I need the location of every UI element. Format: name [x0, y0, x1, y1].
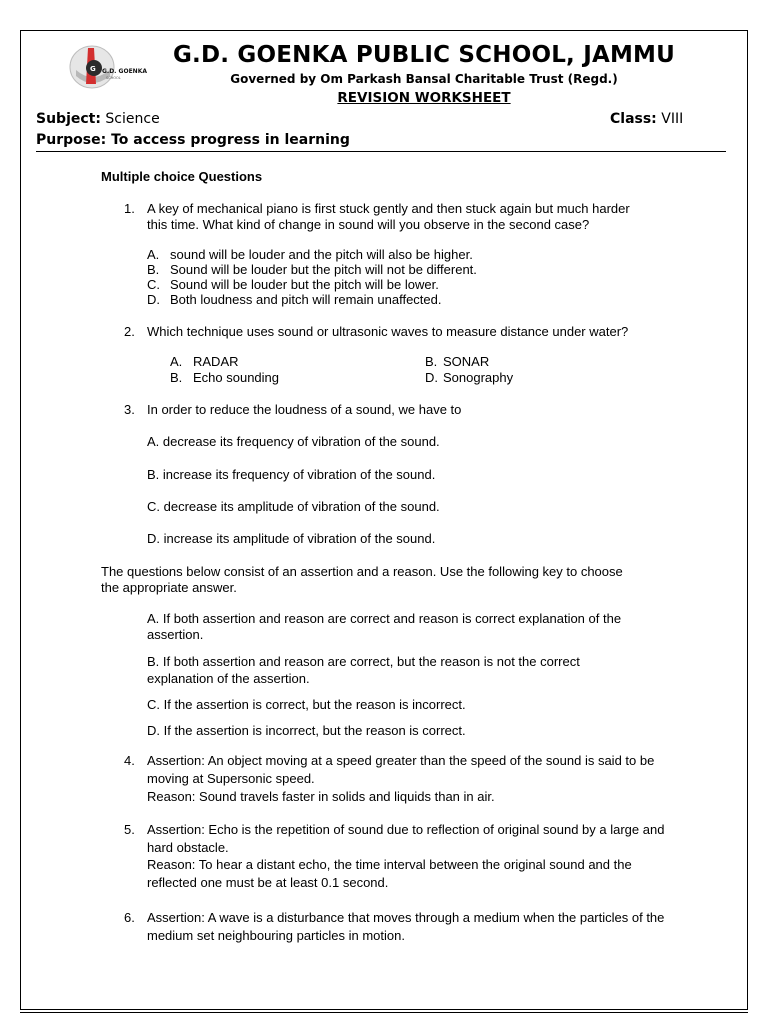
svg-text:G: G — [90, 65, 96, 73]
q2-option-c-label: B. — [170, 370, 183, 385]
q1-option-b-label: B. — [147, 262, 160, 277]
subject-label: Subject: — [36, 111, 101, 127]
class-label: Class: — [610, 111, 657, 127]
trust-line: Governed by Om Parkash Bansal Charitable Trust (Regd.) — [230, 72, 618, 86]
subject-value: Science — [105, 111, 160, 127]
q3-option-a: A. decrease its frequency of vibration of the sound. — [147, 434, 440, 449]
q3-option-d: D. increase its amplitude of vibration of the sound. — [147, 531, 436, 546]
q6-line-2: medium set neighbouring particles in motion. — [147, 928, 405, 943]
key-c: C. If the assertion is correct, but the reason is incorrect. — [147, 697, 466, 712]
page-bottom-rule — [20, 1012, 748, 1013]
q2-option-a: RADAR — [193, 354, 239, 369]
q5-line-3: Reason: To hear a distant echo, the time interval between the original sound and the — [147, 857, 632, 872]
q4-number: 4. — [124, 753, 135, 768]
q2-option-c: Echo sounding — [193, 370, 280, 385]
q1-option-c-label: C. — [147, 277, 160, 292]
q1-number: 1. — [124, 201, 135, 216]
q1-option-d-label: D. — [147, 292, 160, 307]
q5-line-2: hard obstacle. — [147, 840, 229, 855]
svg-text:G.D. GOENKA: G.D. GOENKA — [102, 68, 147, 75]
q1-option-c: Sound will be louder but the pitch will be lower. — [170, 277, 439, 292]
school-header — [0, 40, 768, 108]
q2-number: 2. — [124, 324, 135, 339]
subject-row — [36, 111, 726, 127]
q5-line-4: reflected one must be at least 0.1 second. — [147, 875, 389, 890]
header-rule — [36, 151, 726, 152]
q2-option-b: SONAR — [443, 354, 490, 369]
key-a-line-2: assertion. — [147, 627, 204, 642]
q4-line-3: Reason: Sound travels faster in solids and liquids than in air. — [147, 789, 495, 804]
q6-number: 6. — [124, 910, 135, 925]
class-field — [610, 111, 683, 127]
q4-line-1: Assertion: An object moving at a speed greater than the speed of the sound is said to be — [147, 753, 655, 768]
q2-option-a-label: A. — [170, 354, 183, 369]
q3-text: In order to reduce the loudness of a sound, we have to — [147, 402, 462, 417]
q1-option-d: Both loudness and pitch will remain unaffected. — [170, 292, 442, 307]
key-d: D. If the assertion is incorrect, but the reason is correct. — [147, 723, 466, 738]
q1-line-1: A key of mechanical piano is first stuck gently and then stuck again but much harder — [147, 201, 630, 216]
q1-option-b: Sound will be louder but the pitch will not be different. — [170, 262, 477, 277]
q4-line-2: moving at Supersonic speed. — [147, 771, 315, 786]
q5-line-1: Assertion: Echo is the repetition of sound due to reflection of original sound by a large and — [147, 822, 665, 837]
assertion-intro-line-2: the appropriate answer. — [101, 580, 237, 595]
q3-option-c: C. decrease its amplitude of vibration of the sound. — [147, 499, 440, 514]
q2-option-d-label: D. — [425, 370, 438, 385]
q3-number: 3. — [124, 402, 135, 417]
q2-text: Which technique uses sound or ultrasonic waves to measure distance under water? — [147, 324, 629, 339]
q2-option-b-label: B. — [425, 354, 438, 369]
class-value: VIII — [661, 111, 684, 127]
assertion-intro-line-1: The questions below consist of an assertion and a reason. Use the following key to choose — [101, 564, 623, 579]
svg-text:SCHOOL: SCHOOL — [106, 76, 121, 80]
worksheet-title: REVISION WORKSHEET — [337, 90, 511, 106]
school-name: G.D. GOENKA PUBLIC SCHOOL, JAMMU — [172, 42, 676, 68]
purpose-line: Purpose: To access progress in learning — [36, 132, 350, 148]
key-a-line-1: A. If both assertion and reason are correct and reason is correct explanation of the — [147, 611, 622, 626]
q1-line-2: this time. What kind of change in sound will you observe in the second case? — [147, 217, 590, 232]
q1-option-a: sound will be louder and the pitch will also be higher. — [170, 247, 473, 262]
q3-option-b: B. increase its frequency of vibration of the sound. — [147, 467, 436, 482]
q2-option-d: Sonography — [443, 370, 514, 385]
key-b-line-1: B. If both assertion and reason are correct, but the reason is not the correct — [147, 654, 580, 669]
q5-number: 5. — [124, 822, 135, 837]
section-title: Multiple choice Questions — [101, 169, 263, 184]
key-b-line-2: explanation of the assertion. — [147, 671, 310, 686]
q6-line-1: Assertion: A wave is a disturbance that moves through a medium when the particles of the — [147, 910, 665, 925]
q1-option-a-label: A. — [147, 247, 160, 262]
